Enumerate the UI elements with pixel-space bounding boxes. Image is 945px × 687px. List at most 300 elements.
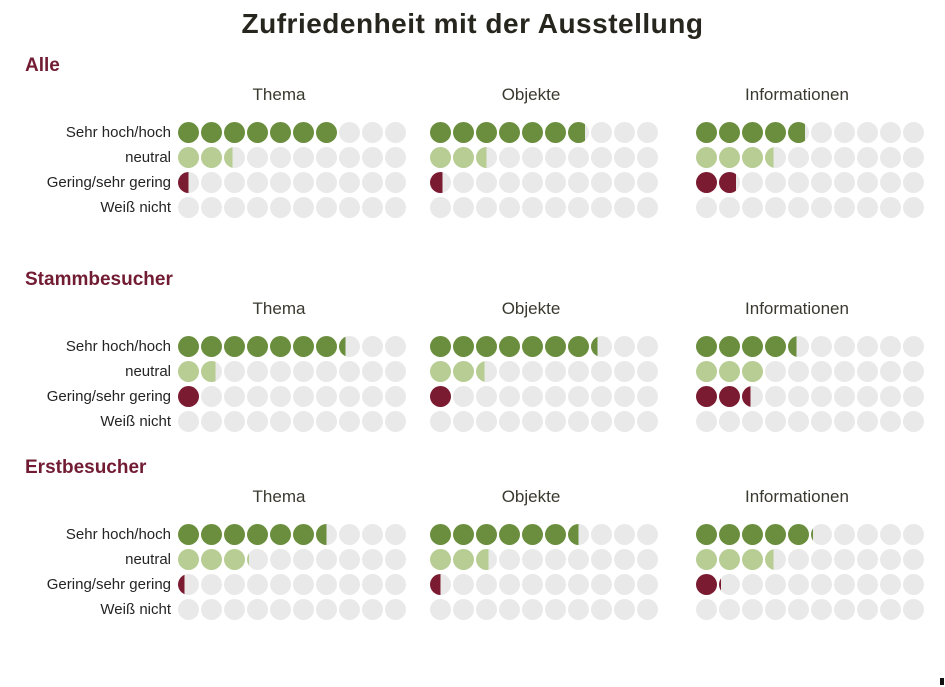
chart-group-erstbesucher (0, 456, 924, 622)
dot (568, 336, 589, 357)
dot (857, 524, 878, 545)
dot (719, 172, 740, 193)
dot (201, 122, 222, 143)
dot (591, 122, 612, 143)
dot (499, 574, 520, 595)
dot (765, 411, 786, 432)
dot (476, 524, 497, 545)
dot (499, 361, 520, 382)
row-label: neutral (125, 149, 171, 166)
dot (476, 386, 497, 407)
dot (834, 599, 855, 620)
dot (453, 549, 474, 570)
dot-matrix-row (696, 524, 924, 545)
dot (880, 386, 901, 407)
row-label: Gering/sehr gering (46, 174, 171, 191)
dot (834, 197, 855, 218)
dot (903, 172, 924, 193)
dot (637, 411, 658, 432)
dot (385, 197, 406, 218)
dot (339, 336, 360, 357)
dot (903, 599, 924, 620)
dot-matrix-row (430, 549, 658, 570)
dot (270, 197, 291, 218)
dot (270, 361, 291, 382)
chart-row-weiss-nicht (0, 195, 924, 220)
dot (499, 386, 520, 407)
dot (903, 361, 924, 382)
dot (316, 386, 337, 407)
dot (545, 147, 566, 168)
dot-matrix-row (430, 172, 658, 193)
dot (765, 524, 786, 545)
dot (430, 549, 451, 570)
dot (834, 549, 855, 570)
dot (476, 172, 497, 193)
dot-grid (0, 522, 924, 622)
dot (811, 574, 832, 595)
dot (811, 411, 832, 432)
dot (765, 361, 786, 382)
dot (362, 386, 383, 407)
dot (903, 386, 924, 407)
dot (362, 524, 383, 545)
dot (476, 411, 497, 432)
dot (476, 336, 497, 357)
dot (903, 336, 924, 357)
dot (719, 549, 740, 570)
dot (545, 172, 566, 193)
dot (178, 386, 199, 407)
dot (362, 599, 383, 620)
dot (178, 411, 199, 432)
dot-matrix-row (178, 336, 406, 357)
dot-matrix-row (696, 172, 924, 193)
dot (637, 549, 658, 570)
dot (453, 361, 474, 382)
dot (499, 197, 520, 218)
dot (742, 197, 763, 218)
dot (499, 549, 520, 570)
dot (476, 122, 497, 143)
column-header-objekte: Objekte (501, 487, 561, 506)
dot (637, 336, 658, 357)
dot (385, 361, 406, 382)
dot (453, 386, 474, 407)
dot (499, 599, 520, 620)
dot (765, 336, 786, 357)
dot (788, 172, 809, 193)
dot-matrix-row (696, 122, 924, 143)
corner-artifact (940, 678, 944, 685)
dot (545, 574, 566, 595)
dot (316, 147, 337, 168)
dot-matrix-row (696, 386, 924, 407)
dot (201, 411, 222, 432)
dot (201, 197, 222, 218)
dot (362, 336, 383, 357)
dot (522, 411, 543, 432)
dot (339, 386, 360, 407)
dot (201, 524, 222, 545)
dot (742, 122, 763, 143)
dot (499, 172, 520, 193)
dot (857, 122, 878, 143)
dot (696, 336, 717, 357)
column-headers (0, 84, 924, 106)
dot (719, 147, 740, 168)
dot (614, 172, 635, 193)
dot (201, 361, 222, 382)
dot (293, 147, 314, 168)
dot (614, 574, 635, 595)
dot (811, 549, 832, 570)
dot (522, 147, 543, 168)
dot (476, 197, 497, 218)
dot (742, 336, 763, 357)
dot (742, 524, 763, 545)
dot (430, 147, 451, 168)
dot (696, 549, 717, 570)
dot (270, 147, 291, 168)
dot (385, 172, 406, 193)
dot (270, 524, 291, 545)
dot (742, 172, 763, 193)
dot (637, 172, 658, 193)
column-header-objekte: Objekte (501, 85, 561, 104)
dot (696, 122, 717, 143)
dot (788, 549, 809, 570)
dot (247, 524, 268, 545)
dot (857, 574, 878, 595)
dot (614, 122, 635, 143)
dot (453, 197, 474, 218)
column-header-informationen: Informationen (745, 299, 849, 318)
dot (430, 172, 451, 193)
dot (339, 147, 360, 168)
dot (696, 172, 717, 193)
dot (430, 599, 451, 620)
dot (247, 197, 268, 218)
dot (857, 172, 878, 193)
dot (476, 599, 497, 620)
dot (765, 147, 786, 168)
dot (568, 549, 589, 570)
chart-row-weiss-nicht (0, 597, 924, 622)
dot (522, 336, 543, 357)
dot (719, 524, 740, 545)
dot (788, 411, 809, 432)
row-label: Weiß nicht (100, 601, 171, 618)
chart-row-gering (0, 572, 924, 597)
dot (742, 386, 763, 407)
dot (499, 147, 520, 168)
dot (224, 599, 245, 620)
dot (696, 197, 717, 218)
dot (316, 336, 337, 357)
dot (339, 574, 360, 595)
dot (201, 386, 222, 407)
dot (696, 361, 717, 382)
dot (522, 386, 543, 407)
dot (637, 574, 658, 595)
dot (834, 574, 855, 595)
dot (857, 336, 878, 357)
dot-matrix-row (696, 197, 924, 218)
chart-row-neutral (0, 359, 924, 384)
dot (453, 524, 474, 545)
dot (270, 411, 291, 432)
dot (293, 172, 314, 193)
dot (453, 336, 474, 357)
dot (293, 574, 314, 595)
dot-matrix-row (178, 122, 406, 143)
dot-matrix-row (430, 386, 658, 407)
dot (316, 172, 337, 193)
column-header-informationen: Informationen (745, 487, 849, 506)
dot (696, 386, 717, 407)
dot (637, 197, 658, 218)
dot-matrix-row (430, 411, 658, 432)
dot (362, 361, 383, 382)
dot (545, 386, 566, 407)
dot (385, 336, 406, 357)
dot-matrix-row (696, 549, 924, 570)
dot (719, 336, 740, 357)
dot (385, 524, 406, 545)
dot (201, 549, 222, 570)
dot (614, 336, 635, 357)
dot (834, 411, 855, 432)
dot (522, 524, 543, 545)
dot (430, 524, 451, 545)
dot (545, 524, 566, 545)
dot (178, 574, 199, 595)
dot (568, 172, 589, 193)
dot (247, 599, 268, 620)
dot (293, 599, 314, 620)
column-header-thema: Thema (252, 299, 306, 318)
chart-row-neutral (0, 547, 924, 572)
dot (591, 386, 612, 407)
dot (637, 147, 658, 168)
dot (385, 549, 406, 570)
column-header-objekte: Objekte (501, 299, 561, 318)
chart-row-weiss-nicht (0, 409, 924, 434)
dot (742, 147, 763, 168)
dot (568, 524, 589, 545)
dot (742, 361, 763, 382)
dot-matrix-row (178, 197, 406, 218)
dot-matrix-row (430, 524, 658, 545)
dot (591, 336, 612, 357)
dot (178, 172, 199, 193)
dot (385, 574, 406, 595)
dot (453, 122, 474, 143)
dot (293, 549, 314, 570)
dot (591, 574, 612, 595)
dot (522, 122, 543, 143)
dot (339, 411, 360, 432)
dot (637, 361, 658, 382)
dot (522, 549, 543, 570)
dot (857, 361, 878, 382)
dot (316, 197, 337, 218)
dot (453, 411, 474, 432)
dot (293, 411, 314, 432)
dot (178, 361, 199, 382)
dot (637, 599, 658, 620)
dot-matrix-row (178, 147, 406, 168)
dot (224, 574, 245, 595)
dot (614, 411, 635, 432)
dot (765, 386, 786, 407)
group-header-erstbesucher: Erstbesucher (25, 457, 147, 478)
dot (293, 122, 314, 143)
column-header-informationen: Informationen (745, 85, 849, 104)
dot (857, 197, 878, 218)
dot (568, 411, 589, 432)
dot (430, 361, 451, 382)
dot-matrix-row (178, 172, 406, 193)
page-title: Zufriedenheit mit der Ausstellung (241, 8, 704, 39)
dot (903, 574, 924, 595)
dot (811, 147, 832, 168)
dot (385, 147, 406, 168)
dot (880, 172, 901, 193)
dot (247, 386, 268, 407)
dot (568, 122, 589, 143)
dot (637, 524, 658, 545)
dot-matrix-row (178, 574, 406, 595)
dot (545, 411, 566, 432)
dot (476, 549, 497, 570)
dot (339, 172, 360, 193)
dot (224, 411, 245, 432)
dot (545, 549, 566, 570)
dot (224, 147, 245, 168)
dot (591, 361, 612, 382)
dot (788, 386, 809, 407)
dot (696, 147, 717, 168)
dot (224, 122, 245, 143)
dot (476, 147, 497, 168)
dot (270, 386, 291, 407)
dot (499, 524, 520, 545)
dot (696, 574, 717, 595)
column-headers (0, 298, 924, 320)
dot-matrix-row (178, 361, 406, 382)
dot (880, 599, 901, 620)
dot (614, 549, 635, 570)
dot (453, 574, 474, 595)
dot (880, 336, 901, 357)
dot (247, 411, 268, 432)
dot (362, 172, 383, 193)
dot (880, 549, 901, 570)
dot (591, 197, 612, 218)
chart-row-sehr-hoch (0, 522, 924, 547)
dot (270, 599, 291, 620)
dot (857, 411, 878, 432)
dot (545, 599, 566, 620)
dot (788, 197, 809, 218)
dot (568, 599, 589, 620)
dot (880, 122, 901, 143)
dot (765, 172, 786, 193)
dot (316, 122, 337, 143)
dot (476, 361, 497, 382)
dot (293, 336, 314, 357)
dot-grid (0, 334, 924, 434)
dot-matrix-row (696, 147, 924, 168)
dot (430, 574, 451, 595)
dot (568, 197, 589, 218)
dot (903, 122, 924, 143)
dot (362, 197, 383, 218)
dot (568, 574, 589, 595)
dot (568, 361, 589, 382)
dot-matrix-row (178, 599, 406, 620)
dot (903, 524, 924, 545)
dot (545, 336, 566, 357)
dot (696, 411, 717, 432)
dot (811, 524, 832, 545)
dot (857, 549, 878, 570)
dot (614, 361, 635, 382)
dot (811, 336, 832, 357)
dot (224, 172, 245, 193)
dot (742, 549, 763, 570)
dot (903, 197, 924, 218)
dot (765, 197, 786, 218)
dot (270, 549, 291, 570)
dot-matrix-row (696, 411, 924, 432)
column-headers (0, 486, 924, 508)
dot (834, 147, 855, 168)
dot (637, 386, 658, 407)
dot (224, 386, 245, 407)
dot (834, 172, 855, 193)
dot (430, 411, 451, 432)
dot (545, 197, 566, 218)
dot (224, 524, 245, 545)
dot (834, 361, 855, 382)
dot (903, 411, 924, 432)
row-label: Gering/sehr gering (46, 388, 171, 405)
dot (293, 197, 314, 218)
dot (614, 599, 635, 620)
group-header-alle: Alle (25, 55, 60, 76)
dot (591, 411, 612, 432)
dot (224, 361, 245, 382)
dot (591, 172, 612, 193)
dot-matrix-row (430, 336, 658, 357)
dot (788, 336, 809, 357)
dot (385, 386, 406, 407)
dot (545, 122, 566, 143)
dot (247, 172, 268, 193)
dot (201, 336, 222, 357)
dot (568, 147, 589, 168)
dot (293, 386, 314, 407)
dot (522, 574, 543, 595)
dot (339, 524, 360, 545)
dot (696, 524, 717, 545)
dot (765, 574, 786, 595)
dot (614, 147, 635, 168)
dot (811, 599, 832, 620)
